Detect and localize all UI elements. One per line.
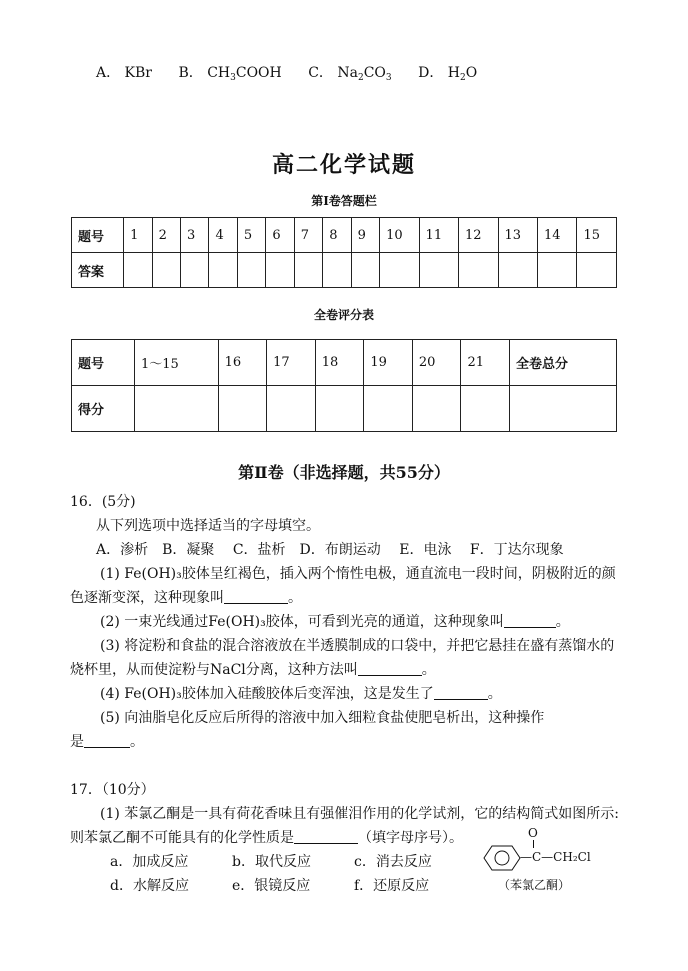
- answer-table-number-cell: 13: [498, 218, 537, 253]
- answer-table-answer-cell[interactable]: [459, 253, 498, 288]
- answer-table-number-cell: 12: [459, 218, 498, 253]
- option-a: A． KBr: [96, 65, 152, 81]
- answer-table-answer-cell[interactable]: [237, 253, 265, 288]
- score-table-score-cell[interactable]: [135, 386, 219, 432]
- answer-table-answer-cell[interactable]: [181, 253, 209, 288]
- q17-options-row2: [110, 875, 476, 895]
- score-table-score-cell[interactable]: [412, 386, 461, 432]
- answer-table-number-cell: 5: [237, 218, 265, 253]
- q16-intro: 从下列选项中选择适当的字母填空。: [96, 518, 320, 534]
- score-table-score-row: [72, 386, 617, 432]
- answer-table-caption: 第I卷答题栏: [311, 194, 377, 208]
- answer-table-header-row: [72, 218, 617, 253]
- q17-heading: 17．（10分）: [70, 782, 155, 798]
- answer-table-number-cell: 7: [294, 218, 322, 253]
- score-table-score-cell[interactable]: [218, 386, 267, 432]
- answer-table-answer-cell[interactable]: [124, 253, 152, 288]
- phenacyl-chloride-structure: [480, 824, 620, 894]
- answer-table-answer-cell[interactable]: [380, 253, 419, 288]
- score-table-column-cell: 19: [364, 340, 413, 386]
- score-table-score-cell[interactable]: [461, 386, 510, 432]
- score-table-column-cell: 全卷总分: [510, 340, 617, 386]
- answer-table-number-cell: 8: [323, 218, 351, 253]
- score-table-column-cell: 17: [267, 340, 316, 386]
- q16-part2: (2) 一束光线通过Fe(OH)₃胶体，可看到光亮的通道，这种现象叫 。: [100, 614, 570, 630]
- q17-part1-line2: 则苯氯乙酮不可能具有的化学性质是 （填字母序号）。: [70, 830, 463, 846]
- option-d: D． $H_2O$: [418, 65, 478, 83]
- structure-label: （苯氯乙酮）: [498, 878, 571, 892]
- q17-options-row1: [110, 851, 476, 871]
- q16-options: A．渗析 B．凝聚 C．盐析 D．布朗运动 E．电泳 F．丁达尔现象: [96, 542, 564, 558]
- score-table-column-cell: 21: [461, 340, 510, 386]
- answer-table-answer-row: [72, 253, 617, 288]
- answer-table-answer-cell[interactable]: [323, 253, 351, 288]
- score-table-column-cell: 20: [412, 340, 461, 386]
- answer-table-answer-cell[interactable]: [577, 253, 617, 288]
- answer-table-number-cell: 9: [351, 218, 379, 253]
- answer-table: [71, 217, 617, 288]
- answer-table-answer-cell[interactable]: [209, 253, 237, 288]
- answer-table-number-cell: 14: [538, 218, 577, 253]
- answer-table-answer-label: 答案: [72, 253, 124, 288]
- score-table-score-cell[interactable]: [267, 386, 316, 432]
- q17-option-c: c．消去反应: [354, 854, 432, 870]
- answer-table-number-cell: 6: [266, 218, 294, 253]
- answer-table-answer-cell[interactable]: [152, 253, 180, 288]
- q16-part1-blank[interactable]: [224, 589, 288, 604]
- answer-table-answer-cell[interactable]: [538, 253, 577, 288]
- answer-table-answer-cell[interactable]: [351, 253, 379, 288]
- answer-table-answer-cell[interactable]: [266, 253, 294, 288]
- side-chain: —C—CH₂Cl: [520, 850, 591, 864]
- answer-table-answer-cell[interactable]: [419, 253, 458, 288]
- answer-table-header-label: 题号: [72, 218, 124, 253]
- q17-option-b: b．取代反应: [232, 854, 311, 870]
- benzene-ring-icon: [482, 844, 522, 872]
- answer-table-number-cell: 11: [419, 218, 458, 253]
- page-title: 高二化学试题: [271, 152, 416, 178]
- option-c: C． $Na_2CO_3$: [308, 65, 392, 83]
- q16-part3-line2: 烧杯里，从而使淀粉与NaCl分离，这种方法叫 。: [70, 662, 436, 678]
- score-table-header-row: [72, 340, 617, 386]
- carbonyl-bond: [533, 840, 534, 848]
- carbonyl-oxygen: O: [528, 826, 538, 840]
- score-table-score-cell[interactable]: [315, 386, 364, 432]
- q17-option-f: f．还原反应: [354, 878, 430, 894]
- q17-option-a: a．加成反应: [110, 854, 189, 870]
- answer-table-number-cell: 4: [209, 218, 237, 253]
- score-table-column-cell: 1～15: [135, 340, 219, 386]
- q17-option-e: e．银镜反应: [232, 878, 311, 894]
- answer-table-number-cell: 15: [577, 218, 617, 253]
- q16-part5-blank[interactable]: [84, 733, 130, 748]
- answer-table-number-cell: 10: [380, 218, 419, 253]
- score-table-caption: 全卷评分表: [313, 308, 374, 322]
- score-table-column-cell: 16: [218, 340, 267, 386]
- score-table-score-cell[interactable]: [364, 386, 413, 432]
- score-table-column-cell: 18: [315, 340, 364, 386]
- q16-part3-line1: (3) 将淀粉和食盐的混合溶液放在半透膜制成的口袋中，并把它悬挂在盛有蒸馏水的: [100, 638, 615, 654]
- top-options: [96, 62, 499, 83]
- q16-part5-line2: 是 。: [70, 734, 144, 750]
- q16-part2-blank[interactable]: [504, 613, 556, 628]
- score-table-score-cell[interactable]: [510, 386, 617, 432]
- q16-part4: (4) Fe(OH)₃胶体加入硅酸胶体后变浑浊，这是发生了 。: [100, 686, 502, 702]
- q16-part3-blank[interactable]: [358, 661, 422, 676]
- q16-part4-blank[interactable]: [434, 685, 488, 700]
- q16-part5-line1: (5) 向油脂皂化反应后所得的溶液中加入细粒食盐使肥皂析出，这种操作: [100, 710, 545, 726]
- q17-part1-line1: (1) 苯氯乙酮是一具有荷花香味且有强催泪作用的化学试剂，它的结构简式如图所示:: [100, 806, 619, 822]
- answer-table-answer-cell[interactable]: [498, 253, 537, 288]
- score-table: [71, 339, 617, 432]
- score-table-header-label: 题号: [72, 340, 135, 386]
- q17-part1-blank[interactable]: [294, 829, 358, 844]
- q16-part1-line1: (1) Fe(OH)₃胶体呈红褐色，插入两个惰性电极，通直流电一段时间，阴极附近的颜: [100, 566, 616, 582]
- q16-heading: 16．(5分): [70, 494, 136, 510]
- option-b: B． $CH_3COOH$: [178, 65, 282, 83]
- section-2-heading: 第Ⅱ卷（非选择题，共55分）: [238, 463, 450, 482]
- score-table-score-label: 得分: [72, 386, 135, 432]
- answer-table-number-cell: 2: [152, 218, 180, 253]
- q17-option-d: d．水解反应: [110, 878, 189, 894]
- answer-table-number-cell: 1: [124, 218, 152, 253]
- answer-table-number-cell: 3: [181, 218, 209, 253]
- q16-part1-line2: 色逐渐变深，这种现象叫 。: [70, 590, 302, 606]
- answer-table-answer-cell[interactable]: [294, 253, 322, 288]
